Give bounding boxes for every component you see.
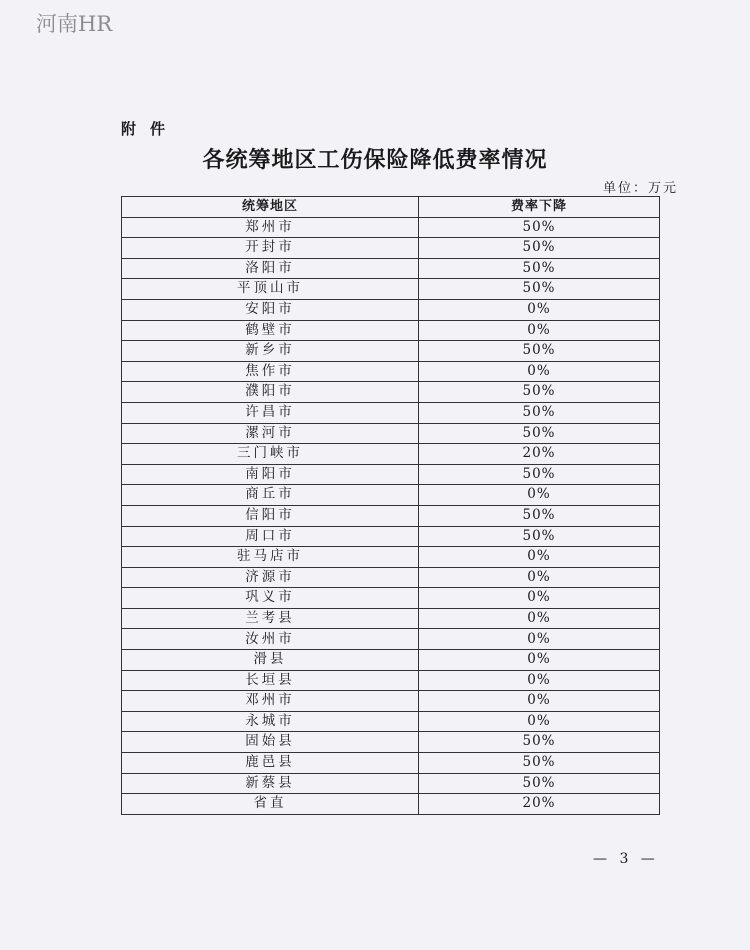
region-cell: 驻马店市 xyxy=(122,547,419,568)
rate-cell: 50% xyxy=(419,258,660,279)
rate-cell: 50% xyxy=(419,526,660,547)
region-cell: 省直 xyxy=(122,794,419,815)
rate-cell: 50% xyxy=(419,464,660,485)
table-row xyxy=(122,711,660,732)
region-cell: 巩义市 xyxy=(122,588,419,609)
region-cell: 信阳市 xyxy=(122,505,419,526)
table-row xyxy=(122,650,660,671)
region-cell: 三门峡市 xyxy=(122,444,419,465)
region-cell: 洛阳市 xyxy=(122,258,419,279)
rate-cell: 50% xyxy=(419,753,660,774)
rate-cell: 0% xyxy=(419,547,660,568)
table-row xyxy=(122,361,660,382)
rate-cell: 0% xyxy=(419,299,660,320)
rate-cell: 0% xyxy=(419,629,660,650)
table-row xyxy=(122,629,660,650)
region-cell: 新乡市 xyxy=(122,341,419,362)
region-cell: 南阳市 xyxy=(122,464,419,485)
region-cell: 兰考县 xyxy=(122,608,419,629)
table-row xyxy=(122,258,660,279)
table-row xyxy=(122,732,660,753)
header-rate: 费率下降 xyxy=(419,197,660,218)
region-cell: 济源市 xyxy=(122,567,419,588)
header-region: 统筹地区 xyxy=(122,197,419,218)
rate-cell: 20% xyxy=(419,794,660,815)
table-row xyxy=(122,464,660,485)
table-row xyxy=(122,773,660,794)
rate-cell: 0% xyxy=(419,567,660,588)
rate-cell: 50% xyxy=(419,217,660,238)
rate-cell: 50% xyxy=(419,279,660,300)
table-row xyxy=(122,299,660,320)
region-cell: 濮阳市 xyxy=(122,382,419,403)
table-row xyxy=(122,670,660,691)
attachment-label: 附件 xyxy=(121,120,180,138)
table-row xyxy=(122,567,660,588)
region-cell: 汝州市 xyxy=(122,629,419,650)
table-row xyxy=(122,588,660,609)
region-cell: 焦作市 xyxy=(122,361,419,382)
region-cell: 滑县 xyxy=(122,650,419,671)
page-number: — 3 — xyxy=(593,851,659,867)
rate-cell: 0% xyxy=(419,650,660,671)
rate-cell: 0% xyxy=(419,711,660,732)
table-row xyxy=(122,753,660,774)
region-cell: 周口市 xyxy=(122,526,419,547)
rate-cell: 50% xyxy=(419,341,660,362)
table-row xyxy=(122,320,660,341)
table-row xyxy=(122,444,660,465)
unit-note: 单位：万元 xyxy=(602,181,678,196)
rate-cell: 0% xyxy=(419,691,660,712)
region-cell: 平顶山市 xyxy=(122,279,419,300)
rate-cell: 0% xyxy=(419,588,660,609)
watermark: 河南HR xyxy=(36,12,113,36)
region-cell: 永城市 xyxy=(122,711,419,732)
table-row xyxy=(122,485,660,506)
rate-cell: 50% xyxy=(419,423,660,444)
table-row xyxy=(122,547,660,568)
table-row xyxy=(122,402,660,423)
region-cell: 漯河市 xyxy=(122,423,419,444)
table-row xyxy=(122,505,660,526)
region-cell: 安阳市 xyxy=(122,299,419,320)
rate-cell: 0% xyxy=(419,320,660,341)
region-cell: 固始县 xyxy=(122,732,419,753)
rate-cell: 50% xyxy=(419,402,660,423)
table-row xyxy=(122,217,660,238)
rate-cell: 20% xyxy=(419,444,660,465)
region-cell: 开封市 xyxy=(122,238,419,259)
table-row xyxy=(122,341,660,362)
region-cell: 鹿邑县 xyxy=(122,753,419,774)
rate-cell: 0% xyxy=(419,670,660,691)
region-cell: 邓州市 xyxy=(122,691,419,712)
table-row xyxy=(122,279,660,300)
rate-cell: 50% xyxy=(419,505,660,526)
table-row xyxy=(122,794,660,815)
rate-cell: 0% xyxy=(419,485,660,506)
table-row xyxy=(122,691,660,712)
region-cell: 商丘市 xyxy=(122,485,419,506)
region-cell: 新蔡县 xyxy=(122,773,419,794)
table-row xyxy=(122,382,660,403)
rate-cell: 50% xyxy=(419,382,660,403)
rate-cell: 0% xyxy=(419,361,660,382)
rate-cell: 50% xyxy=(419,238,660,259)
table-row xyxy=(122,238,660,259)
table-row xyxy=(122,608,660,629)
table-row xyxy=(122,526,660,547)
rate-cell: 50% xyxy=(419,732,660,753)
region-cell: 郑州市 xyxy=(122,217,419,238)
region-cell: 许昌市 xyxy=(122,402,419,423)
rate-table xyxy=(121,196,660,815)
rate-cell: 0% xyxy=(419,608,660,629)
region-cell: 鹤壁市 xyxy=(122,320,419,341)
table-row xyxy=(122,423,660,444)
rate-cell: 50% xyxy=(419,773,660,794)
table-header-row xyxy=(122,197,660,218)
region-cell: 长垣县 xyxy=(122,670,419,691)
page-title: 各统筹地区工伤保险降低费率情况 xyxy=(202,148,548,173)
